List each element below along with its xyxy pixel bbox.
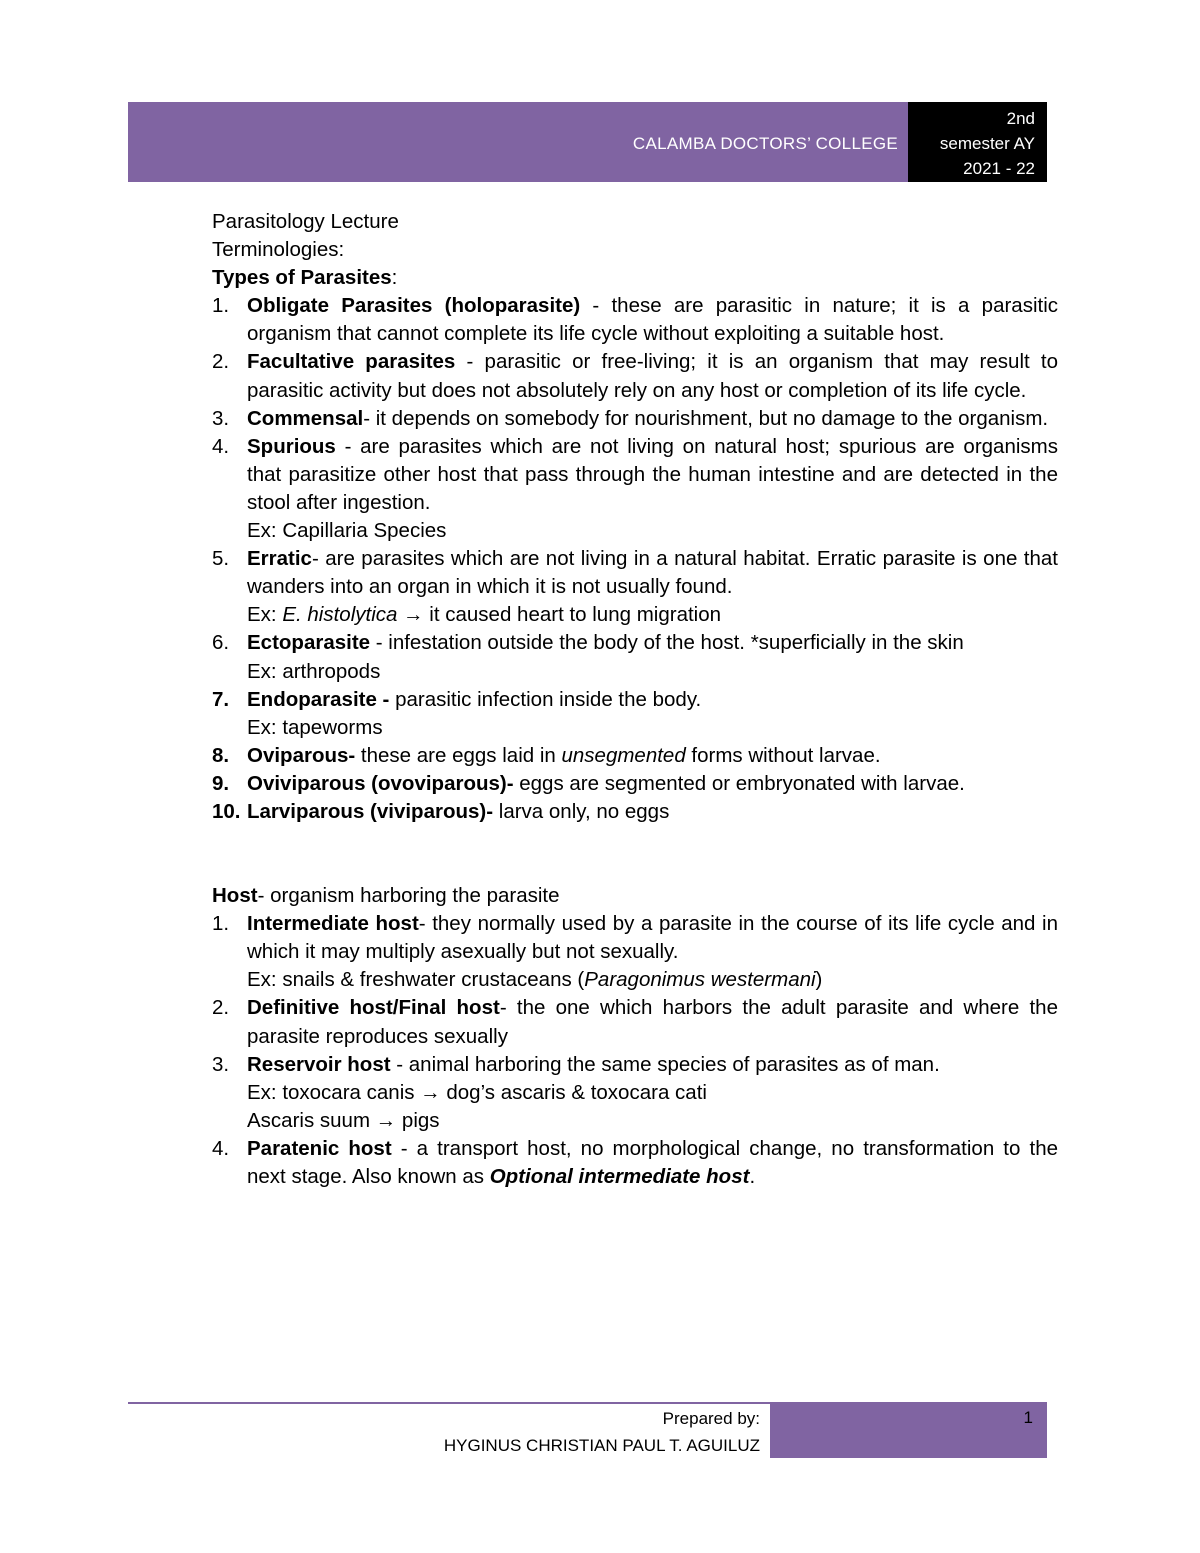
list-item: 8. Oviparous- these are eggs laid in unsegmented forms without larvae. bbox=[212, 742, 1058, 770]
definition: - it depends on somebody for nourishment, but no damage to the organism. bbox=[363, 406, 1049, 430]
term: Erratic bbox=[247, 547, 312, 571]
list-item-number: 9. bbox=[212, 771, 230, 795]
term: Ectoparasite bbox=[247, 631, 371, 655]
example: Ex: Capillaria Species bbox=[247, 519, 447, 543]
example: Ex: arthropods bbox=[247, 659, 381, 683]
list-item bbox=[212, 910, 1058, 994]
footer-credits bbox=[444, 1405, 760, 1459]
page-number-box bbox=[770, 1404, 1047, 1458]
list-item bbox=[212, 433, 1058, 545]
example: Ex: tapeworms bbox=[247, 715, 383, 739]
list-item-number: 1. bbox=[212, 912, 230, 936]
list-item-number: 1. bbox=[212, 294, 230, 318]
term: Oviviparous (ovoviparous)- bbox=[247, 771, 514, 795]
list-item bbox=[212, 405, 1058, 433]
page-header bbox=[128, 102, 1047, 182]
host-heading: Host- organism harboring the parasite bbox=[212, 884, 560, 908]
semester-box bbox=[908, 102, 1047, 182]
definition: eggs are segmented or embryonated with larvae. bbox=[513, 771, 965, 795]
prepared-by-label: Prepared by: bbox=[662, 1409, 760, 1428]
list-item bbox=[212, 545, 1058, 629]
page-number: 1 bbox=[1023, 1408, 1033, 1427]
college-name: CALAMBA DOCTORS’ COLLEGE bbox=[632, 134, 898, 153]
list-item bbox=[212, 686, 1058, 742]
definition: - parasitic or free-living; it is an organism that may result to parasitic activity but does not absolutely rely on any host or completion of its life cycle. bbox=[247, 350, 1058, 402]
definition: parasitic infection inside the body. bbox=[389, 687, 702, 711]
list-item-number: 4. bbox=[212, 434, 230, 458]
definition: - the one which harbors the adult parasite and where the parasite reproduces sexually bbox=[247, 996, 1058, 1048]
list-item bbox=[212, 629, 1058, 685]
page-title: Parasitology Lecture bbox=[212, 210, 399, 233]
list-item bbox=[212, 770, 1058, 798]
list-item-number: 5. bbox=[212, 547, 230, 571]
example: Ex: snails & freshwater crustaceans (Paragonimus westermani) bbox=[247, 968, 823, 992]
definition: larva only, no eggs bbox=[493, 799, 670, 823]
definition: - they normally used by a parasite in the course of its life cycle and in which it may multiply asexually but not sexually. bbox=[247, 912, 1058, 964]
list-item-number: 10. bbox=[212, 799, 241, 823]
term: Paratenic host bbox=[247, 1136, 392, 1160]
list-item-number: 3. bbox=[212, 1052, 230, 1076]
header-band bbox=[128, 102, 908, 182]
list-item bbox=[212, 1051, 1058, 1135]
list-item bbox=[212, 292, 1058, 348]
definition: - infestation outside the body of the host. *superficially in the skin bbox=[370, 631, 964, 655]
page-subtitle: Terminologies: bbox=[212, 238, 345, 262]
parasites-heading: Types of Parasites: bbox=[212, 266, 398, 290]
emphasis: Optional intermediate host bbox=[489, 1165, 750, 1188]
list-item bbox=[212, 798, 1058, 826]
example: Ascaris suum → pigs bbox=[247, 1108, 440, 1132]
term: Definitive host/Final host bbox=[247, 996, 500, 1020]
term: Reservoir host bbox=[247, 1052, 391, 1076]
term: Oviparous- bbox=[247, 743, 356, 767]
list-item-number: 3. bbox=[212, 406, 230, 430]
term: Commensal bbox=[247, 406, 364, 430]
definition: - are parasites which are not living on natural host; spurious are organisms that parasitize other host that pass through the human intestine and are detected in the stool after ingestion. bbox=[247, 434, 1058, 514]
list-item-number: 2. bbox=[212, 996, 230, 1020]
list-item-number: 7. bbox=[212, 687, 230, 711]
list-item-number: 4. bbox=[212, 1136, 230, 1160]
term: Intermediate host bbox=[247, 912, 419, 936]
term: Larviparous (viviparous)- bbox=[247, 799, 494, 823]
author-name: HYGINUS CHRISTIAN PAUL T. AGUILUZ bbox=[443, 1436, 760, 1455]
term: Facultative parasites bbox=[247, 350, 456, 374]
semester-line-1: 2nd bbox=[1006, 109, 1035, 128]
definition: - these are parasitic in nature; it is a parasitic organism that cannot complete its life cycle without exploiting a suitable host. bbox=[247, 294, 1059, 346]
term: Obligate Parasites (holoparasite) bbox=[247, 294, 581, 318]
term: Spurious bbox=[247, 434, 336, 458]
example: Ex: E. histolytica → it caused heart to lung migration bbox=[247, 603, 722, 627]
semester-line-3: 2021 - 22 bbox=[963, 159, 1035, 178]
list-item bbox=[212, 994, 1058, 1050]
definition: - animal harboring the same species of parasites as of man. bbox=[390, 1052, 940, 1076]
list-item-number: 2. bbox=[212, 350, 230, 374]
semester-line-2: semester AY bbox=[939, 134, 1035, 153]
list-item: 4. Paratenic host - a transport host, no morphological change, no transformation to the next stage. Also known as Optional intermediate host. bbox=[212, 1135, 1058, 1191]
definition: - a transport host, no morphological change, no transformation to the next stage. Also known as bbox=[247, 1136, 1058, 1188]
example: Ex: toxocara canis → dog’s ascaris & toxocara cati bbox=[247, 1080, 707, 1104]
list-item bbox=[212, 348, 1058, 404]
definition: - are parasites which are not living in a natural habitat. Erratic parasite is one that wanders into an organ in which it is not usually found. bbox=[247, 547, 1058, 599]
list-item-number: 6. bbox=[212, 631, 230, 655]
document-body bbox=[212, 208, 1058, 1191]
list-item-number: 8. bbox=[212, 743, 230, 767]
term: Endoparasite - bbox=[247, 687, 390, 711]
